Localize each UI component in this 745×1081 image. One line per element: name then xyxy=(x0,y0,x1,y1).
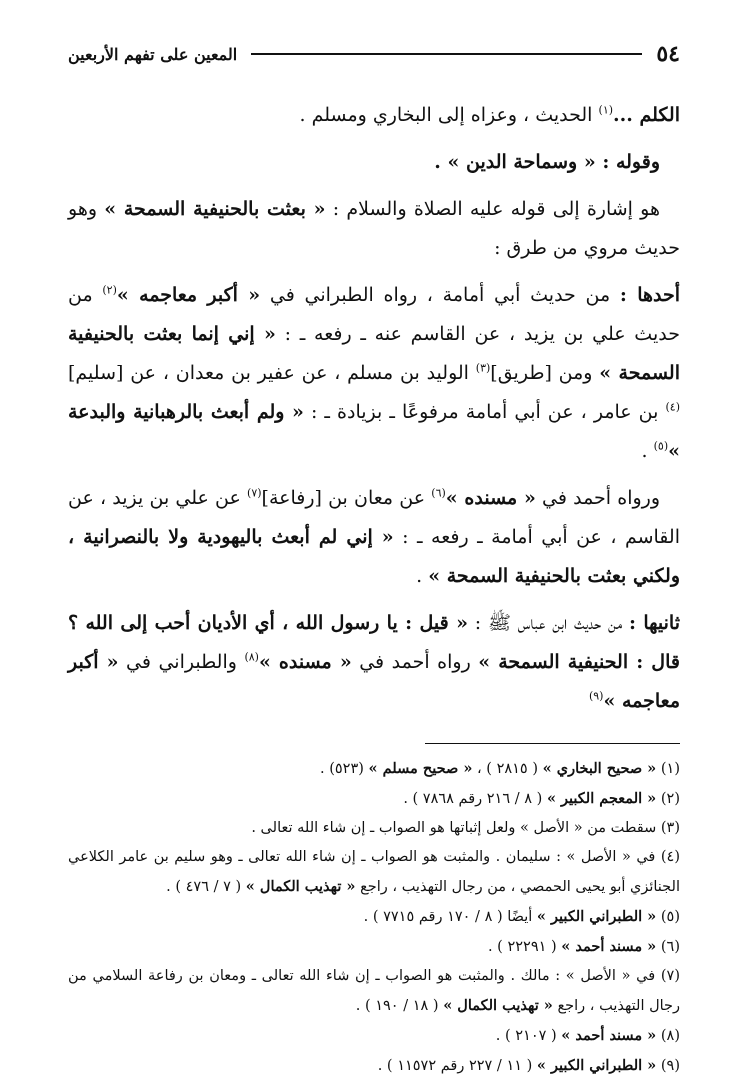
paragraph-text: عن علي بن يزيد ، عن القاسم ، عن أبي أمامة ـ رفعه ـ : xyxy=(68,487,680,548)
footnote-text: في « الأصل » : سليمان . والمثبت هو الصواب ـ إن شاء الله تعالى ـ وهو سليم بن عامر الكلاعي الجنائزي أبو يحيى الحمصي ، من رجال التهذيب ، راجع xyxy=(68,849,680,895)
footnote-number: (٧) xyxy=(655,968,680,984)
footnote-text: في « الأصل » : مالك . والمثبت هو الصواب ـ إن شاء الله تعالى ـ ومعان بن رفاعة السلامي من رجال التهذيب ، راجع xyxy=(68,968,680,1014)
footnote-ref-8: (٨) xyxy=(244,650,259,664)
book-title: « مسنده » xyxy=(445,487,536,509)
paragraph-text: رواه أحمد في xyxy=(351,651,479,673)
paragraph-6 xyxy=(68,604,680,721)
paragraph-text: عن معان بن [رفاعة] xyxy=(261,487,432,509)
hadith-quote: « إني إنما بعثت بالحنيفية السمحة » xyxy=(68,323,681,384)
footnote-number: (٣) xyxy=(656,820,680,836)
paragraph-1 xyxy=(68,96,680,135)
running-title: المعين على تفهم الأربعين xyxy=(68,44,238,64)
footnote-number: (٩) xyxy=(656,1058,680,1074)
book-title: « أكبر معاجمه » xyxy=(68,651,680,712)
paragraph-text: وهو حديث مروي من طرق : xyxy=(68,198,680,259)
source-title: « مسند أحمد » xyxy=(561,938,657,955)
source-title: « صحيح البخاري » xyxy=(542,760,657,777)
page-number: ٥٤ xyxy=(656,41,680,67)
source-title: « الطبراني الكبير » xyxy=(536,908,657,925)
footnote-text: ( ٨ / ٢١٦ رقم ٧٨٦٨ ) . xyxy=(403,791,547,807)
footnote-6 xyxy=(68,932,680,962)
footnote-text: ( ٧ / ٤٧٦ ) . xyxy=(166,879,246,895)
footnote-ref-6: (٦) xyxy=(431,486,446,500)
lead-word: ثانيها : xyxy=(628,612,680,634)
hadith-quote: « قيل : يا رسول الله ، أي الأديان أحب إلى الله ؟ قال : الحنيفية السمحة » xyxy=(68,612,680,673)
footnote-7 xyxy=(68,962,680,1021)
main-text xyxy=(68,96,680,721)
hadith-quote: « ولم أبعث بالرهبانية والبدعة » xyxy=(68,401,680,462)
page-header xyxy=(68,34,680,74)
paragraph-text: الحديث ، وعزاه إلى البخاري ومسلم . xyxy=(299,104,599,126)
paragraph-text: والطبراني في xyxy=(118,651,245,673)
paragraph-text: ورواه أحمد في xyxy=(535,487,661,509)
footnote-number: (٨) xyxy=(656,1028,680,1044)
paragraph-text: . xyxy=(416,565,429,587)
lead-word: أحدها : xyxy=(619,284,681,306)
footnote-text: ( ٢١٠٧ ) . xyxy=(495,1028,562,1044)
footnote-ref-9: (٩) xyxy=(588,689,604,703)
paragraph-text: الوليد بن مسلم ، عن عفير بن معدان ، عن [سليم] xyxy=(68,362,476,384)
footnote-number: (٥) xyxy=(656,909,680,925)
footnote-ref-7: (٧) xyxy=(247,486,262,500)
footnote-2 xyxy=(68,784,680,814)
book-title: « أكبر معاجمه » xyxy=(116,284,261,306)
footnote-text: ( ٢٢٢٩١ ) . xyxy=(487,939,562,955)
source-title: « صحيح مسلم » xyxy=(368,760,473,777)
lead-word: الكلم ... xyxy=(613,104,680,126)
quoted-phrase: وقوله : « وسماحة الدين » . xyxy=(434,151,660,173)
paragraph-text: من حديث ابن عباس ﷺ : xyxy=(467,612,629,634)
paragraph-4 xyxy=(68,276,680,471)
footnote-ref-2: (٢) xyxy=(102,283,117,297)
hadith-quote: « بعثت بالحنيفية السمحة » xyxy=(104,198,326,220)
footnote-1 xyxy=(68,754,680,784)
paragraph-text: بن عامر ، عن أبي أمامة مرفوعًا ـ بزيادة ـ : xyxy=(303,401,666,423)
footnote-number: (٦) xyxy=(656,939,680,955)
footnote-number: (٢) xyxy=(656,791,680,807)
footnote-text: ( ٢٨١٥ ) ، xyxy=(472,761,543,777)
paragraph-text: . xyxy=(641,440,654,462)
footnote-number: (١) xyxy=(656,761,680,777)
footnotes xyxy=(68,754,680,1081)
footnote-text: (٥٢٣) . xyxy=(320,761,369,777)
source-title: « المعجم الكبير » xyxy=(546,790,657,807)
footnote-text: سقطت من « الأصل » ولعل إثباتها هو الصواب ـ إن شاء الله تعالى . xyxy=(251,820,657,836)
paragraph-3 xyxy=(68,190,680,268)
source-title: « مسند أحمد » xyxy=(561,1027,657,1044)
paragraph-text: من حديث علي بن يزيد ، عن القاسم عنه ـ رفعه ـ : xyxy=(68,284,680,345)
footnote-5 xyxy=(68,902,680,932)
paragraph-2 xyxy=(68,143,680,182)
paragraph-text: من حديث أبي أمامة ، رواه الطبراني في xyxy=(260,284,620,306)
footnote-ref-4: (٤) xyxy=(665,400,680,414)
book-title: « مسنده » xyxy=(258,651,352,673)
footnote-4 xyxy=(68,843,680,902)
paragraph-text: ومن [طريق] xyxy=(490,362,600,384)
hadith-quote: « إني لم أبعث باليهودية ولا بالنصرانية ، ولكني بعثت بالحنيفية السمحة » xyxy=(68,526,680,587)
footnote-3 xyxy=(68,814,680,843)
paragraph-5 xyxy=(68,479,680,596)
footnote-ref-3: (٣) xyxy=(475,361,491,375)
footnote-ref-5: (٥) xyxy=(653,439,669,453)
footnote-8 xyxy=(68,1021,680,1051)
footnote-text: ( ١٨ / ١٩٠ ) . xyxy=(355,998,444,1014)
footnote-text: أيضًا ( ٨ / ١٧٠ رقم ٧٧١٥ ) . xyxy=(363,909,537,925)
source-title: « تهذيب الكمال » xyxy=(245,878,356,895)
footnote-separator xyxy=(425,743,680,744)
source-title: « الطبراني الكبير » xyxy=(536,1057,657,1074)
header-rule xyxy=(251,53,642,55)
footnote-ref-1: (١) xyxy=(598,103,614,117)
source-title: « تهذيب الكمال » xyxy=(443,997,553,1014)
paragraph-text: هو إشارة إلى قوله عليه الصلاة والسلام : xyxy=(325,198,660,220)
footnote-text: ( ١١ / ٢٢٧ رقم ١١٥٧٢ ) . xyxy=(377,1058,537,1074)
footnote-number: (٤) xyxy=(655,849,680,865)
footnote-9 xyxy=(68,1051,680,1081)
